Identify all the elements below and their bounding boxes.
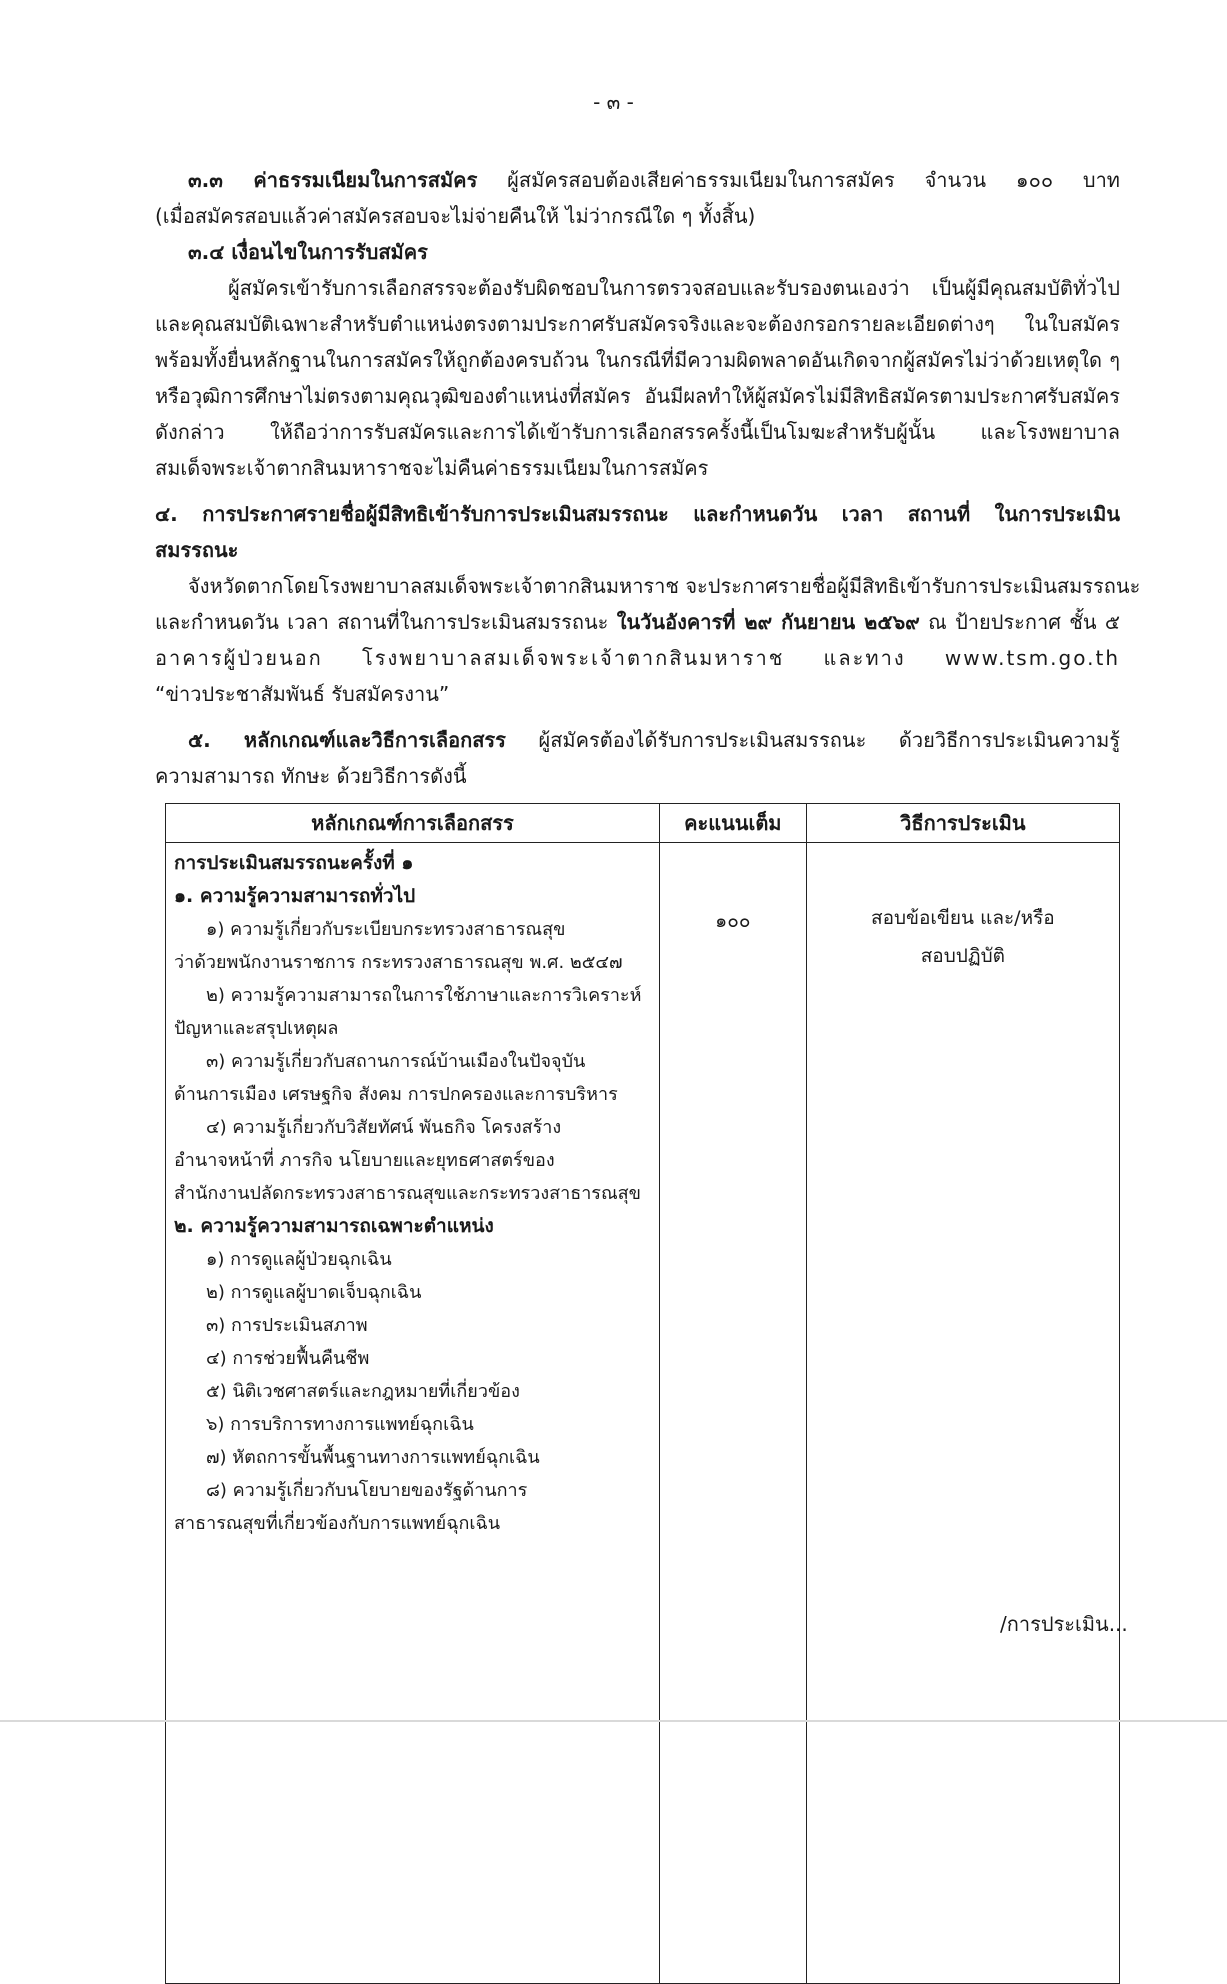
section-4-line: อาคารผู้ป่วยนอก โรงพยาบาลสมเด็จพระเจ้าตากสินมหาราช และทาง www.tsm.go.th xyxy=(155,646,1120,670)
announcement-date: ในวันอังคารที่ ๒๙ กันยายน ๒๕๖๙ xyxy=(616,610,920,634)
selection-criteria-table xyxy=(165,803,1120,1984)
method-cell xyxy=(806,843,1119,1984)
assessment-round-title: การประเมินสมรรถนะครั้งที่ ๑ xyxy=(174,852,414,874)
scan-edge-line xyxy=(0,1720,1227,1722)
continuation-note: /การประเมิน... xyxy=(1000,1612,1128,1636)
criteria-list-item: ๑) การดูแลผู้ป่วยฉุกเฉิน xyxy=(206,1249,392,1270)
section-5-text: ผู้สมัครต้องได้รับการประเมินสมรรถนะ ด้วยวิธีการประเมินความรู้ xyxy=(505,728,1120,752)
table-row xyxy=(166,843,1120,1984)
section-3-4-line: สมเด็จพระเจ้าตากสินมหาราชจะไม่คืนค่าธรรมเนียมในการสมัคร xyxy=(155,456,709,480)
section-5-line-1 xyxy=(188,722,1120,758)
section-3-4-line: พร้อมทั้งยื่นหลักฐานในการสมัครให้ถูกต้องครบถ้วน ในกรณีที่มีความผิดพลาดอันเกิดจากผู้สมัครไม่ว่าด้วยเหตุใด ๆ xyxy=(155,348,1120,372)
criteria-list-item: ๖) การบริการทางการแพทย์ฉุกเฉิน xyxy=(206,1414,474,1435)
full-score-value: ๑๐๐ xyxy=(715,910,751,932)
section-4-line: จังหวัดตากโดยโรงพยาบาลสมเด็จพระเจ้าตากสินมหาราช จะประกาศรายชื่อผู้มีสิทธิเข้ารับการประเมินสมรรถนะ xyxy=(188,574,1141,598)
section-3-4-line: ผู้สมัครเข้ารับการเลือกสรรจะต้องรับผิดชอบในการตรวจสอบและรับรองตนเองว่า เป็นผู้มีคุณสมบัติทั่วไป xyxy=(228,276,1120,300)
method-column-header: วิธีการประเมิน xyxy=(806,804,1119,843)
section-4-text: ณ ป้ายประกาศ ชั้น ๕ xyxy=(919,610,1120,634)
section-3-3-text: ผู้สมัครสอบต้องเสียค่าธรรมเนียมในการสมัคร จำนวน ๑๐๐ บาท xyxy=(477,168,1120,192)
criteria-column-header: หลักเกณฑ์การเลือกสรร xyxy=(166,804,660,843)
criteria-list-item: ๓) ความรู้เกี่ยวกับสถานการณ์บ้านเมืองในปัจจุบัน xyxy=(206,1051,586,1072)
section-3-4-line: ดังกล่าว ให้ถือว่าการรับสมัครและการได้เข้ารับการเลือกสรรครั้งนี้เป็นโมฆะสำหรับผู้นั้น และโรงพยาบาล xyxy=(155,420,1120,444)
criteria-list-item: ว่าด้วยพนักงานราชการ กระทรวงสาธารณสุข พ.ศ. ๒๕๔๗ xyxy=(174,952,623,973)
section-3-3-line-2: (เมื่อสมัครสอบแล้วค่าสมัครสอบจะไม่จ่ายคืนให้ ไม่ว่ากรณีใด ๆ ทั้งสิ้น) xyxy=(155,204,756,228)
section-4-heading-cont: สมรรถนะ xyxy=(155,538,239,562)
method-line: สอบปฏิบัติ xyxy=(920,945,1005,967)
criteria-list-item: ๒) การดูแลผู้บาดเจ็บฉุกเฉิน xyxy=(206,1282,422,1303)
criteria-list-item: ๔) ความรู้เกี่ยวกับวิสัยทัศน์ พันธกิจ โครงสร้าง xyxy=(206,1117,562,1138)
criteria-list-item: สาธารณสุขที่เกี่ยวข้องกับการแพทย์ฉุกเฉิน xyxy=(174,1513,501,1534)
full-score-cell xyxy=(659,843,806,1984)
criteria-list-item: ๑) ความรู้เกี่ยวกับระเบียบกระทรวงสาธารณสุข xyxy=(206,919,566,940)
criteria-list-item: ๓) การประเมินสภาพ xyxy=(206,1315,368,1336)
criteria-list-item: ปัญหาและสรุปเหตุผล xyxy=(174,1018,339,1039)
section-5-heading: ๕. หลักเกณฑ์และวิธีการเลือกสรร xyxy=(188,728,506,752)
full-score-column-header: คะแนนเต็ม xyxy=(659,804,806,843)
general-knowledge-list xyxy=(166,913,659,1210)
section-3-4-heading: ๓.๔ เงื่อนไขในการรับสมัคร xyxy=(188,240,428,264)
table-header-row xyxy=(166,804,1120,843)
general-knowledge-heading: ๑. ความรู้ความสามารถทั่วไป xyxy=(174,885,416,907)
section-4-heading: ๔. การประกาศรายชื่อผู้มีสิทธิเข้ารับการประเมินสมรรถนะ และกำหนดวัน เวลา สถานที่ ในการประเมิน xyxy=(155,502,1120,526)
criteria-list-item: ๕) นิติเวชศาสตร์และกฎหมายที่เกี่ยวข้อง xyxy=(206,1381,520,1402)
section-3-3-heading: ๓.๓ ค่าธรรมเนียมในการสมัคร xyxy=(188,168,478,192)
criteria-list-item: สำนักงานปลัดกระทรวงสาธารณสุขและกระทรวงสาธารณสุข xyxy=(174,1183,641,1204)
section-3-3-line-1 xyxy=(188,162,1120,198)
method-line: สอบข้อเขียน และ/หรือ xyxy=(870,907,1055,929)
position-knowledge-list xyxy=(166,1243,659,1540)
criteria-list-item: ๘) ความรู้เกี่ยวกับนโยบายของรัฐด้านการ xyxy=(206,1480,528,1501)
criteria-list-item: ด้านการเมือง เศรษฐกิจ สังคม การปกครองและการบริหาร xyxy=(174,1084,618,1105)
section-3-4-line: หรือวุฒิการศึกษาไม่ตรงตามคุณวุฒิของตำแหน่งที่สมัคร อันมีผลทำให้ผู้สมัครไม่มีสิทธิสมัครตามประกาศรับสมัคร xyxy=(155,384,1120,408)
section-3-4-line: และคุณสมบัติเฉพาะสำหรับตำแหน่งตรงตามประกาศรับสมัครจริงและจะต้องกรอกรายละเอียดต่างๆ ในใบสมัคร xyxy=(155,312,1120,336)
page-number: - ๓ - xyxy=(593,90,634,114)
criteria-list-item: ๗) หัตถการขั้นพื้นฐานทางการแพทย์ฉุกเฉิน xyxy=(206,1447,540,1468)
criteria-list-item: ๔) การช่วยฟื้นคืนชีพ xyxy=(206,1348,370,1369)
section-4-text: และกำหนดวัน เวลา สถานที่ในการประเมินสมรรถนะ xyxy=(155,610,617,634)
position-knowledge-heading: ๒. ความรู้ความสามารถเฉพาะตำแหน่ง xyxy=(174,1215,494,1237)
section-4-line: “ข่าวประชาสัมพันธ์ รับสมัครงาน” xyxy=(155,682,450,706)
section-4-line xyxy=(155,604,1120,640)
criteria-list-item: ๒) ความรู้ความสามารถในการใช้ภาษาและการวิเคราะห์ xyxy=(206,985,642,1006)
criteria-list-item: อำนาจหน้าที่ ภารกิจ นโยบายและยุทธศาสตร์ของ xyxy=(174,1150,555,1171)
criteria-cell xyxy=(166,843,660,1984)
section-5-line-2: ความสามารถ ทักษะ ด้วยวิธีการดังนี้ xyxy=(155,764,467,788)
